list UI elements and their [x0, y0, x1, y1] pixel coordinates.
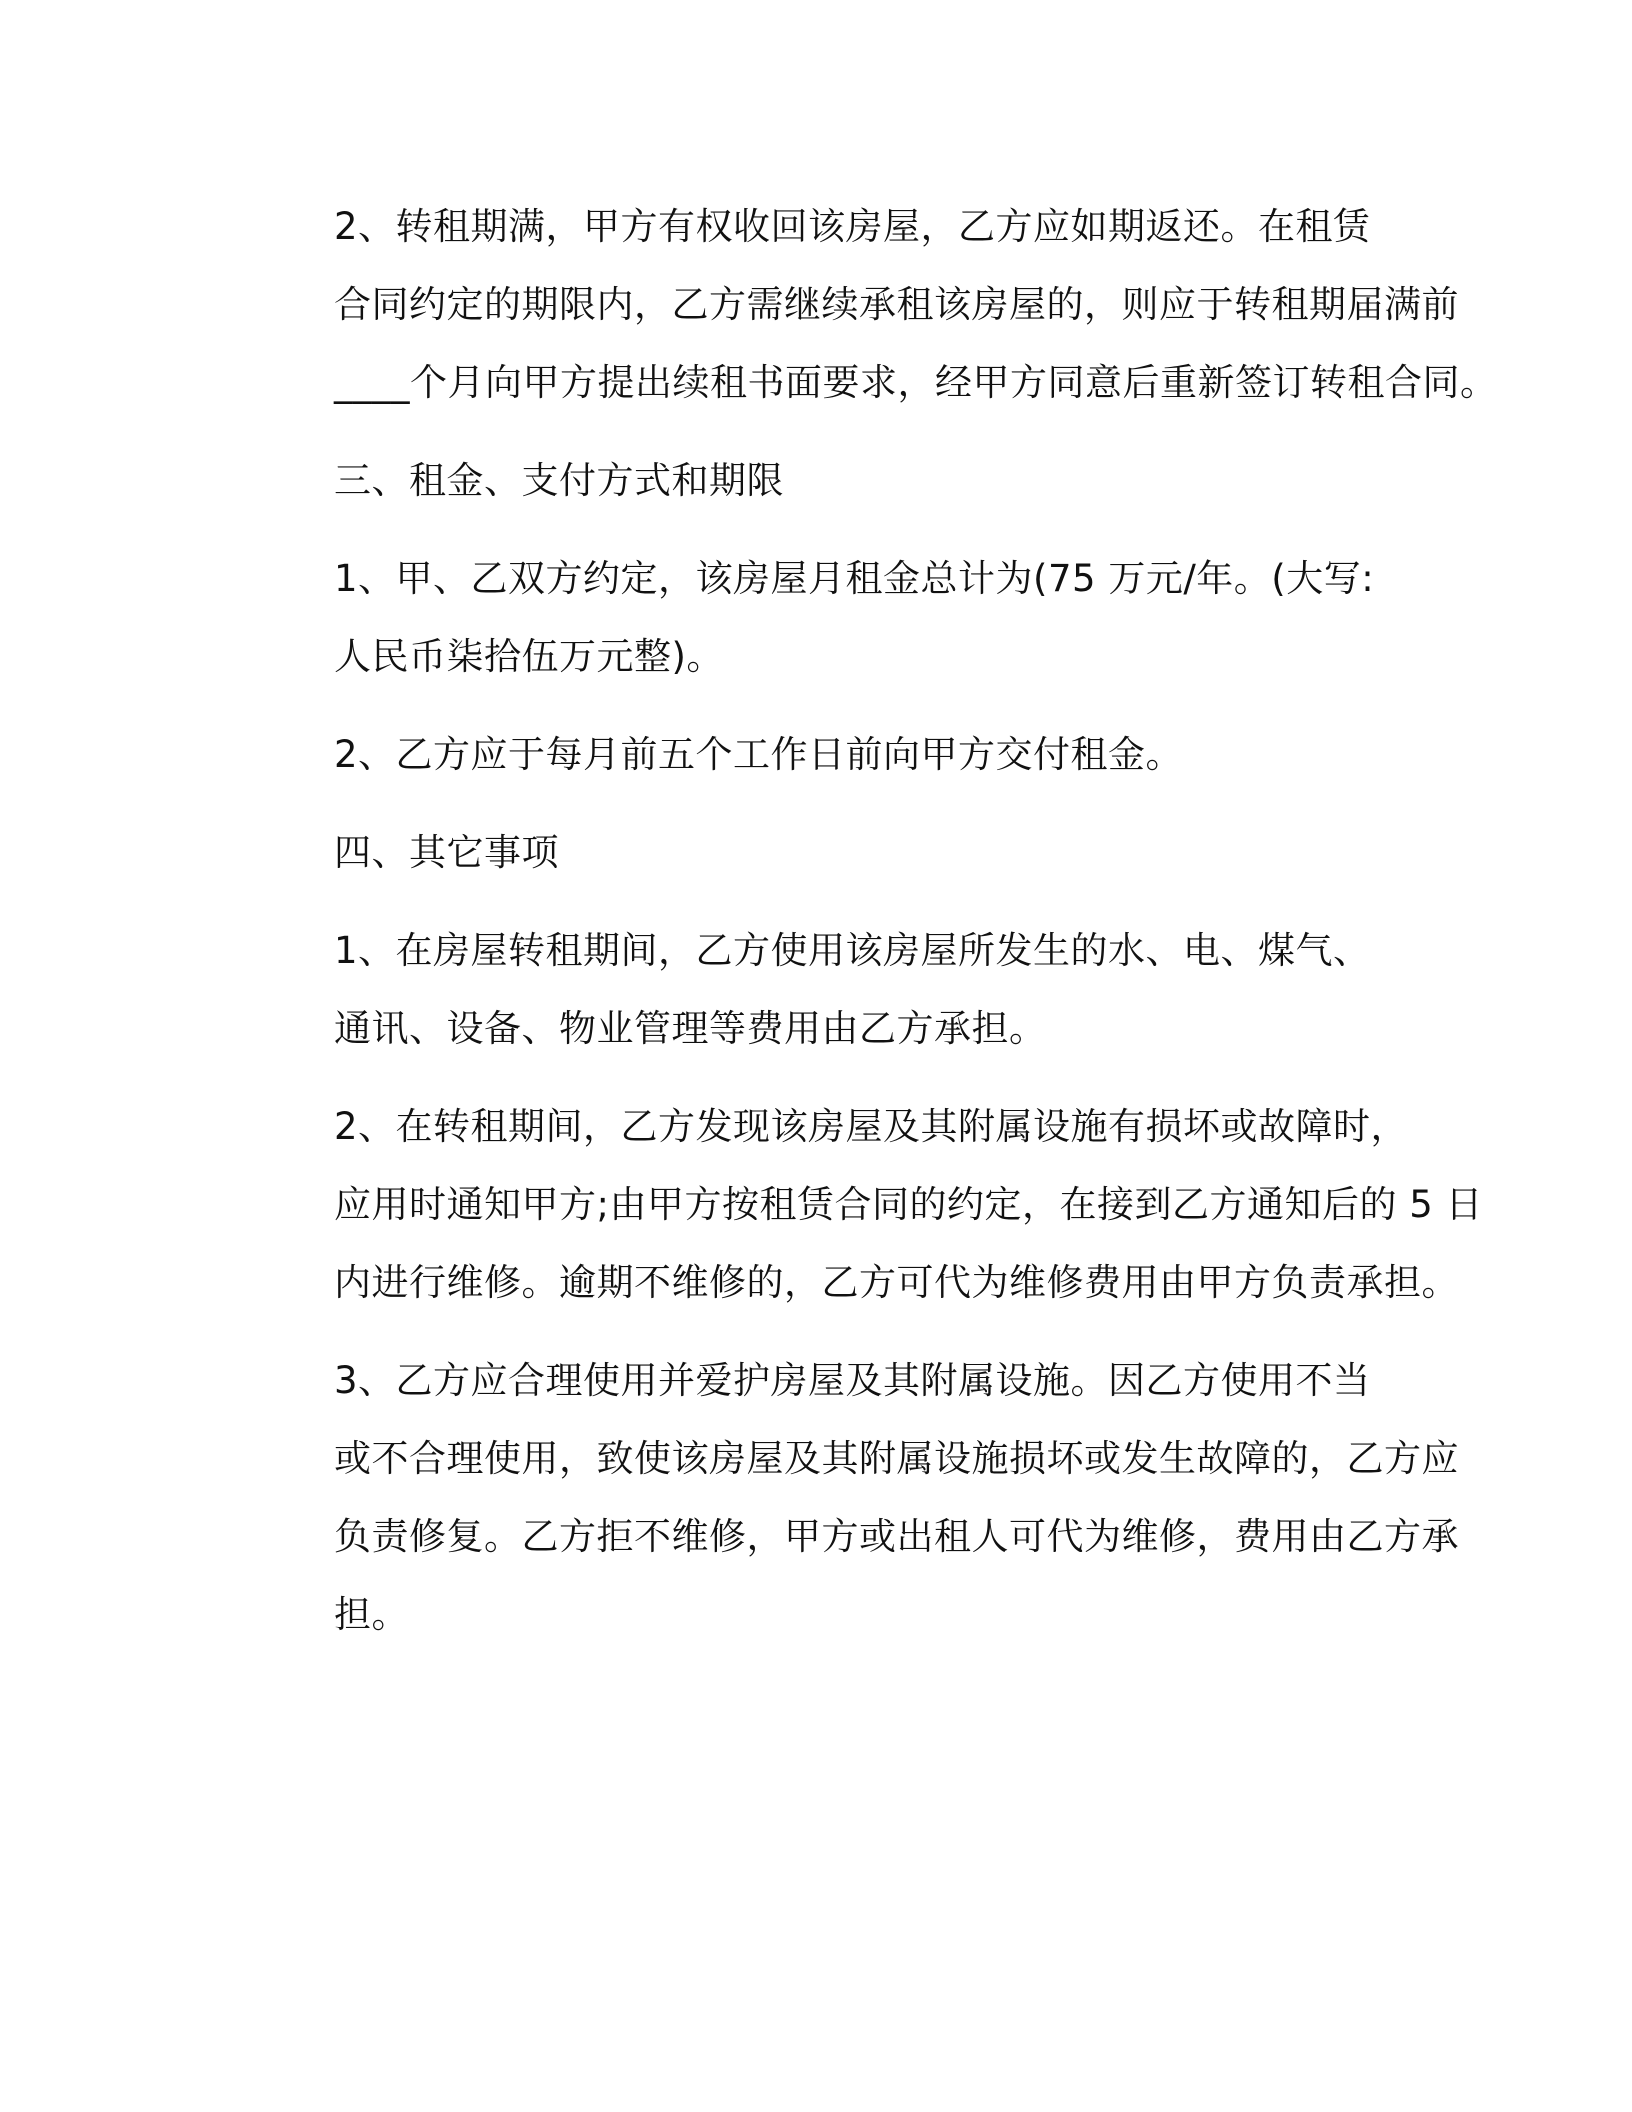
- section-heading-other: [240, 814, 1380, 892]
- clause-renewal-paragraph: [240, 188, 1498, 422]
- text-line: ____个月向甲方提出续租书面要求，经甲方同意后重新签订转租合同。: [334, 361, 1498, 404]
- text-line: 应用时通知甲方;由甲方按租赁合同的约定，在接到乙方通知后的 5 日: [334, 1183, 1484, 1226]
- text-line: 人民币柒拾伍万元整)。: [334, 635, 724, 678]
- text-line: 2、乙方应于每月前五个工作日前向甲方交付租金。: [334, 733, 1184, 776]
- text-line: 1、在房屋转租期间，乙方使用该房屋所发生的水、电、煤气、: [334, 929, 1371, 972]
- text-line: 1、甲、乙双方约定，该房屋月租金总计为(75 万元/年。(大写:: [334, 557, 1375, 600]
- heading-text: 三、租金、支付方式和期限: [334, 459, 784, 502]
- text-line: 通讯、设备、物业管理等费用由乙方承担。: [334, 1007, 1047, 1050]
- text-line: 内进行维修。逾期不维修的，乙方可代为维修费用由甲方负责承担。: [334, 1261, 1459, 1304]
- text-line: 3、乙方应合理使用并爱护房屋及其附属设施。因乙方使用不当: [334, 1359, 1371, 1402]
- text-line: 2、转租期满，甲方有权收回该房屋，乙方应如期返还。在租赁: [334, 205, 1371, 248]
- text-line: 2、在转租期间，乙方发现该房屋及其附属设施有损坏或故障时，: [334, 1105, 1409, 1148]
- clause-proper-use-paragraph: [240, 1342, 1459, 1654]
- clause-rent-amount-paragraph: [240, 540, 1380, 696]
- clause-rent-payment-paragraph: [240, 716, 1380, 794]
- text-line: 担。: [334, 1593, 409, 1636]
- text-line: 或不合理使用，致使该房屋及其附属设施损坏或发生故障的，乙方应: [334, 1437, 1459, 1480]
- clause-utilities-paragraph: [240, 912, 1380, 1068]
- clause-repair-notice-paragraph: [240, 1088, 1484, 1322]
- text-line: 负责修复。乙方拒不维修，甲方或出租人可代为维修，费用由乙方承: [334, 1515, 1459, 1558]
- heading-text: 四、其它事项: [334, 831, 559, 874]
- document-body: [240, 188, 1498, 1674]
- section-heading-rent: [240, 442, 1380, 520]
- text-line: 合同约定的期限内，乙方需继续承租该房屋的，则应于转租期届满前: [334, 283, 1459, 326]
